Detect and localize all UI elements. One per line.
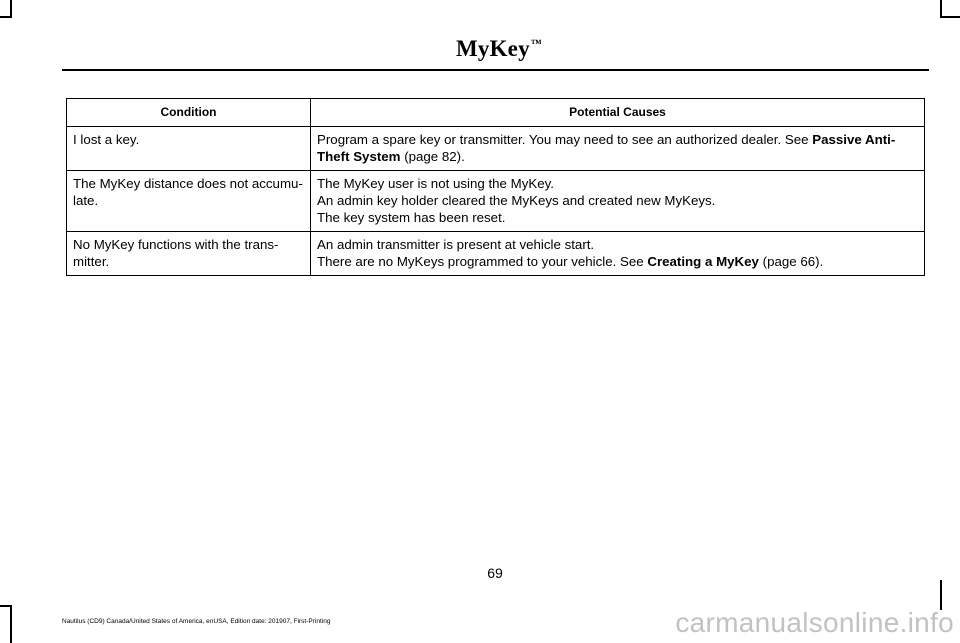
- table-row: [67, 171, 925, 232]
- cross-reference: Passive Anti-Theft System: [317, 132, 896, 164]
- condition-cell: I lost a key.: [67, 127, 311, 171]
- causes-cell: Program a spare key or transmitter. You may need to see an authorized dealer. See Passive Anti-Theft System (page 82).: [311, 127, 925, 171]
- edition-footer: Nautilus (CD9) Canada/United States of America, enUSA, Edition date: 201907, First-Printing: [62, 618, 331, 625]
- crop-mark: [940, 16, 960, 18]
- page-number: 69: [487, 565, 503, 581]
- column-header-potential-causes: Potential Causes: [311, 99, 925, 127]
- crop-mark: [0, 16, 12, 18]
- crop-mark: [940, 0, 942, 16]
- title-rule: [62, 69, 929, 71]
- table-row: [67, 127, 925, 171]
- table-row: [67, 232, 925, 276]
- causes-table: [66, 98, 925, 276]
- crop-mark: [10, 605, 12, 643]
- crop-mark: [940, 580, 942, 610]
- watermark: carmanualsonline.info: [675, 607, 954, 638]
- crop-mark: [10, 0, 12, 16]
- table-header-row: [67, 99, 925, 127]
- page-title: MyKey™: [455, 36, 542, 61]
- crop-mark: [0, 605, 12, 607]
- causes-cell: The MyKey user is not using the MyKey. An admin key holder cleared the MyKeys and created new MyKeys. The key system has been reset.: [311, 171, 925, 232]
- causes-cell: An admin transmitter is present at vehicle start. There are no MyKeys programmed to your vehicle. See Creating a MyKey (page 66).: [311, 232, 925, 276]
- condition-cell: The MyKey distance does not accumu-late.: [67, 171, 311, 232]
- cross-reference: Creating a MyKey: [647, 254, 759, 269]
- column-header-condition: Condition: [67, 99, 311, 127]
- trademark-mark: ™: [530, 38, 542, 50]
- condition-cell: No MyKey functions with the trans-mitter.: [67, 232, 311, 276]
